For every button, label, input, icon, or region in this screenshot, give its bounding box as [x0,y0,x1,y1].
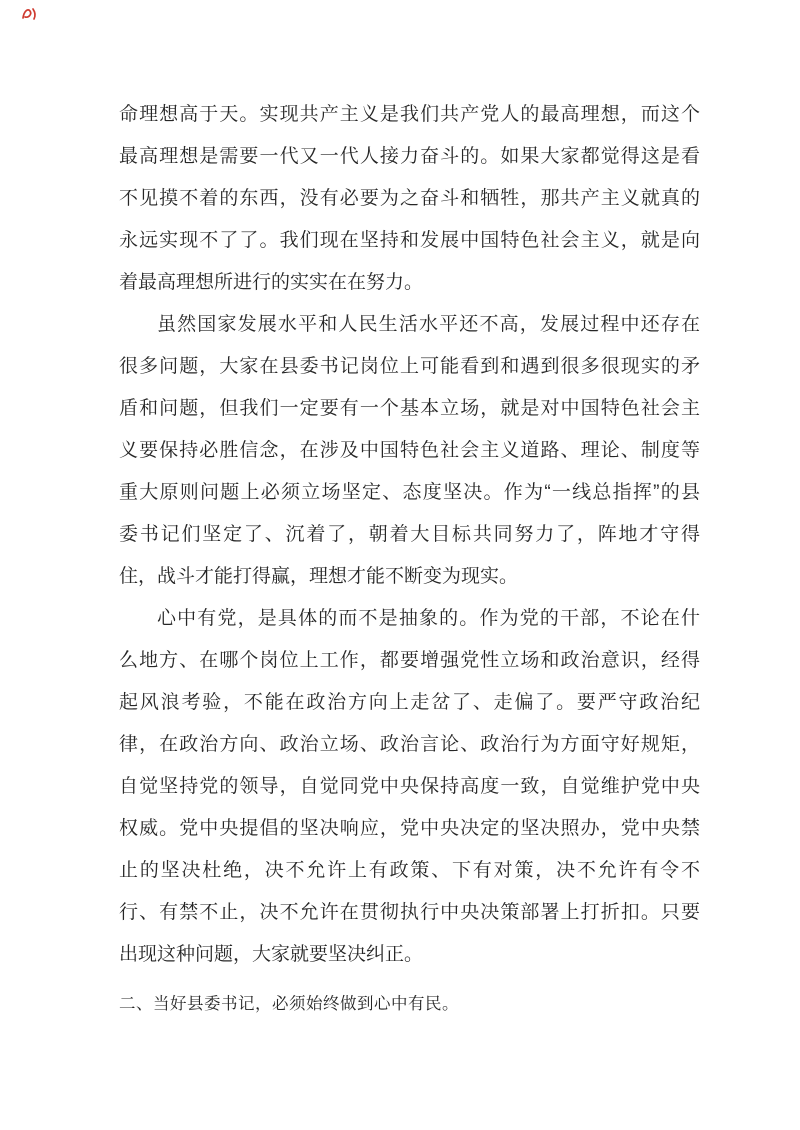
document-body [119,94,700,976]
text-line: 虽然国家发展水平和人民生活水平还不高，发展过程中还存在 [157,314,700,335]
text-line: 义要保持必胜信念，在涉及中国特色社会主义道路、理论、制度等 [119,440,700,461]
text-line: 出现这种问题，大家就要坚决纠正。 [119,944,424,965]
text-line: 么地方、在哪个岗位上工作，都要增强党性立场和政治意识，经得 [119,650,700,671]
text-line: 行、有禁不止，决不允许在贯彻执行中央决策部署上打折扣。只要 [119,902,700,923]
text-line: 重大原则问题上必须立场坚定、态度坚决。作为“一线总指挥”的县 [119,482,700,503]
text-line: 律，在政治方向、政治立场、政治言论、政治行为方面守好规矩， [119,734,700,755]
section-heading: 二、当好县委书记，必须始终做到心中有民。 [119,995,459,1013]
text-line: 心中有党，是具体的而不是抽象的。作为党的干部，不论在什 [157,608,700,629]
paragraph [119,598,700,976]
text-line: 盾和问题，但我们一定要有一个基本立场，就是对中国特色社会主 [119,398,700,419]
paragraph [119,94,700,304]
text-line: 权威。党中央提倡的坚决响应，党中央决定的坚决照办，党中央禁 [119,818,700,839]
text-line: 止的坚决杜绝，决不允许上有政策、下有对策，决不允许有令不 [119,860,700,881]
text-line: 起风浪考验，不能在政治方向上走岔了、走偏了。要严守政治纪 [119,692,700,713]
paragraph [119,304,700,598]
text-line: 着最高理想所进行的实实在在努力。 [119,272,424,293]
text-line: 永远实现不了了。我们现在坚持和发展中国特色社会主义，就是向 [119,230,700,251]
text-line: 住，战斗才能打得赢，理想才能不断变为现实。 [119,566,519,587]
text-line: 很多问题，大家在县委书记岗位上可能看到和遇到很多很现实的矛 [119,356,700,377]
text-line: 最高理想是需要一代又一代人接力奋斗的。如果大家都觉得这是看 [119,146,700,167]
text-line: 命理想高于天。实现共产主义是我们共产党人的最高理想，而这个 [119,104,700,125]
text-line: 不见摸不着的东西，没有必要为之奋斗和牺牲，那共产主义就真的 [119,188,700,209]
text-line: 自觉坚持党的领导，自觉同党中央保持高度一致，自觉维护党中央 [119,776,700,797]
red-stamp-icon [20,5,40,23]
text-line: 委书记们坚定了、沉着了，朝着大目标共同努力了，阵地才守得 [119,524,700,545]
